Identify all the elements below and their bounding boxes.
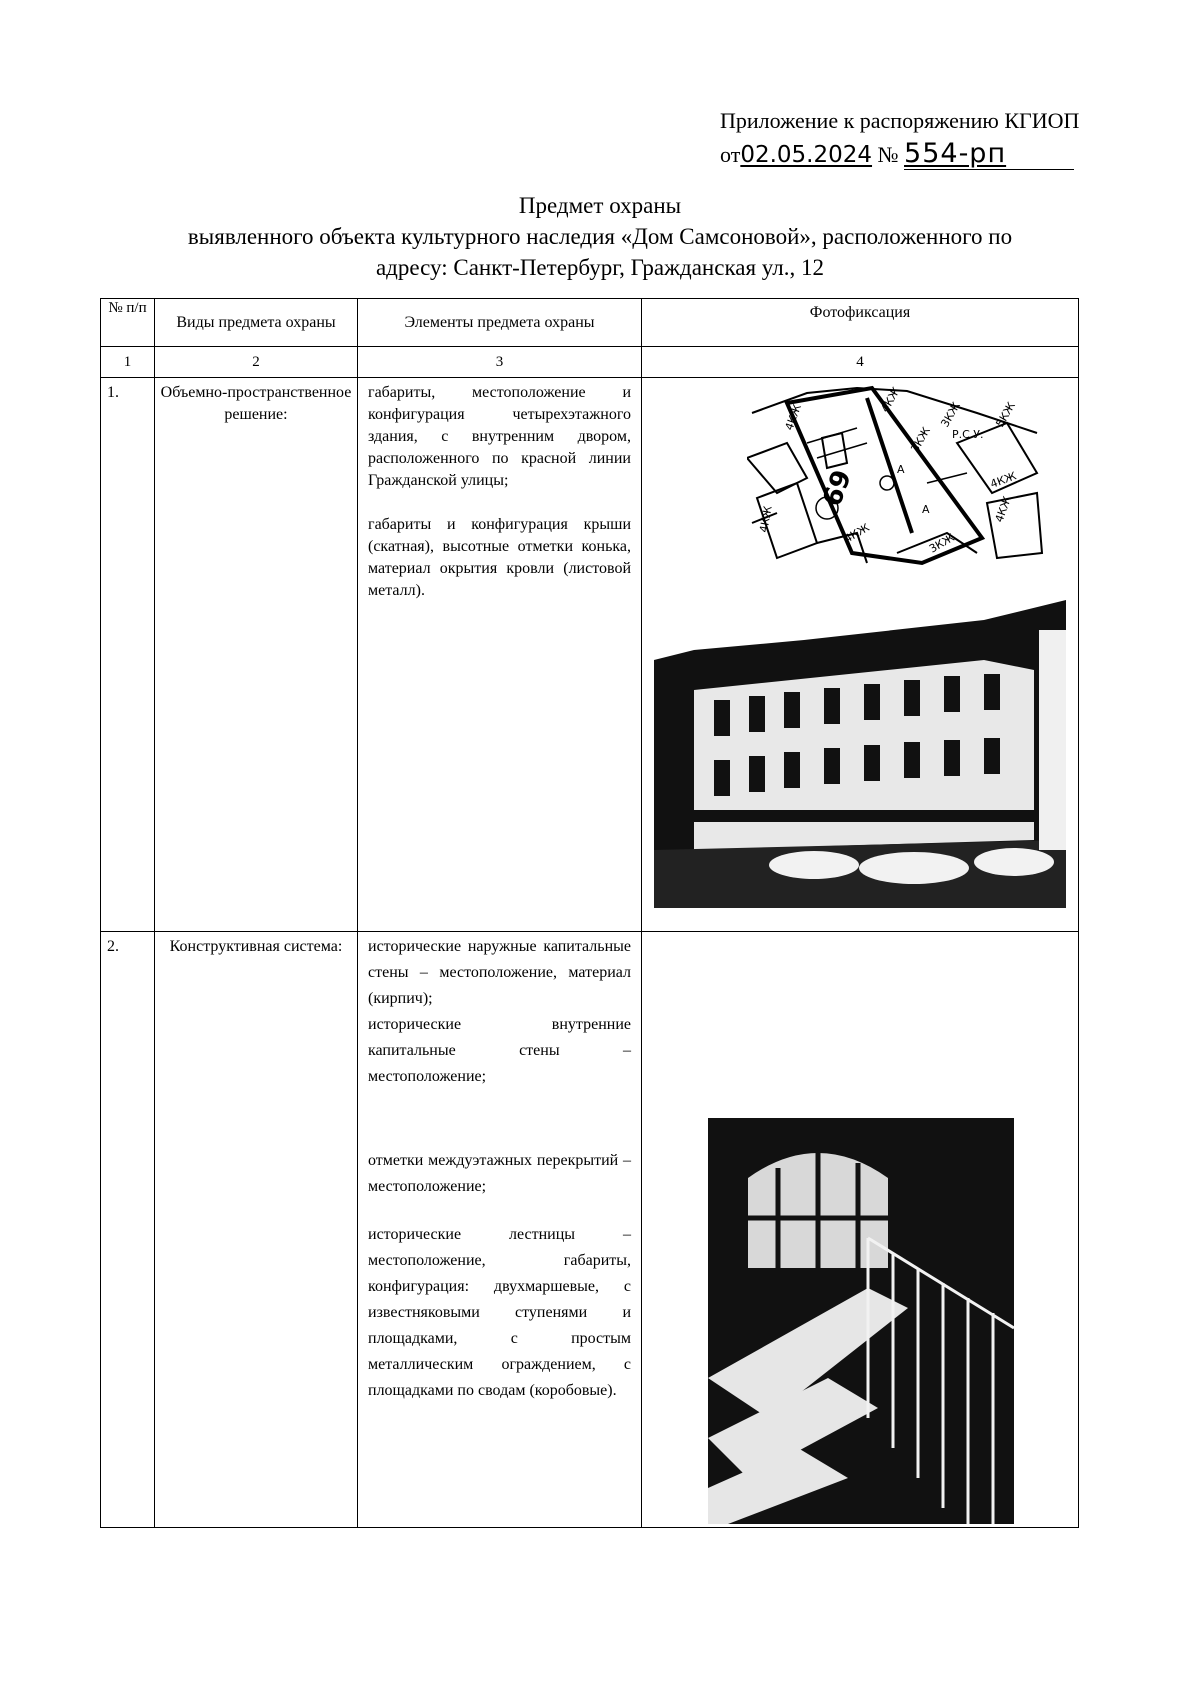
annex-reference — [720, 138, 1120, 170]
element-paragraph: габариты и конфигурация крыши (скатная), высотные отметки конька, материал окрытия кровли (листовой металл). — [368, 516, 631, 599]
plan-label: 5КЖ — [993, 399, 1018, 430]
plan-label: А — [897, 463, 905, 476]
col-number: 4 — [642, 347, 1079, 378]
element-paragraph: исторические наружные капитальные стены – местоположение, материал (кирпич); — [368, 938, 631, 1007]
plan-label: Р.С.У. — [952, 428, 984, 441]
title-line-1: Предмет охраны — [518, 193, 682, 218]
title-line-2: выявленного объекта культурного наследия «Дом Самсоновой», расположенного по — [187, 224, 1013, 249]
plan-label: 69 — [817, 466, 858, 511]
plan-label: 4КЖ — [842, 521, 872, 546]
number-label: № — [877, 142, 899, 167]
plan-label: А — [922, 503, 930, 516]
annex-number: 554-рп — [904, 138, 1007, 169]
header-kind: Виды предмета охраны — [155, 299, 358, 347]
plan-label: 4КЖ — [878, 384, 903, 415]
header-elements: Элементы предмета охраны — [358, 299, 642, 347]
element-paragraph: исторические внутренние капитальные стены – местоположение; — [368, 1016, 631, 1085]
annex-title: Приложение к распоряжению КГИОП — [720, 108, 1080, 133]
column-number-row — [101, 347, 1079, 378]
plan-label: 3КЖ — [908, 424, 933, 455]
row-photos — [642, 378, 1079, 932]
row-photos — [642, 932, 1079, 1528]
row-number: 2. — [101, 932, 155, 1528]
document-title — [100, 190, 1100, 283]
header-photo: Фотофиксация — [642, 299, 1079, 347]
table-row — [101, 932, 1079, 1528]
plan-label: 3КЖ — [927, 531, 957, 556]
plan-label: 4КЖ — [992, 494, 1014, 525]
col-number: 1 — [101, 347, 155, 378]
from-label: от — [720, 142, 741, 167]
annex-date: 02.05.2024 — [740, 142, 873, 168]
row-elements — [358, 378, 642, 932]
element-paragraph: исторические лестницы – местоположение, габариты, конфигурация: двухмаршевые, с известняковыми ступенями и площадками, с простым металлическим ограждением, с площадками по сводам (коробовые). — [368, 1226, 631, 1399]
col-number: 3 — [358, 347, 642, 378]
protection-subject-table — [100, 298, 1079, 1528]
col-number: 2 — [155, 347, 358, 378]
header-no: № п/п — [101, 299, 155, 347]
row-kind: Объемно-пространственное решение: — [155, 378, 358, 932]
facade-photo — [654, 600, 1066, 908]
row-elements — [358, 932, 642, 1528]
title-line-3: адресу: Санкт-Петербург, Гражданская ул., 12 — [375, 255, 825, 280]
row-kind: Конструктивная система: — [155, 932, 358, 1528]
plan-label: 4КЖ — [782, 402, 804, 433]
plan-label: 4КЖ — [988, 469, 1019, 491]
table-header-row — [101, 299, 1079, 347]
row-number: 1. — [101, 378, 155, 932]
element-paragraph: отметки междуэтажных перекрытий – местоположение; — [368, 1152, 631, 1195]
table-row — [101, 378, 1079, 932]
plan-label: 3КЖ — [938, 399, 963, 430]
site-plan-image — [747, 383, 1047, 567]
staircase-photo — [708, 1118, 1014, 1524]
element-paragraph: габариты, местоположение и конфигурация четырехэтажного здания, с внутренним двором, расположенного по красной линии Гражданской улицы; — [368, 384, 631, 489]
plan-label: 4КЖ — [757, 504, 775, 534]
annex-header — [720, 108, 1120, 170]
